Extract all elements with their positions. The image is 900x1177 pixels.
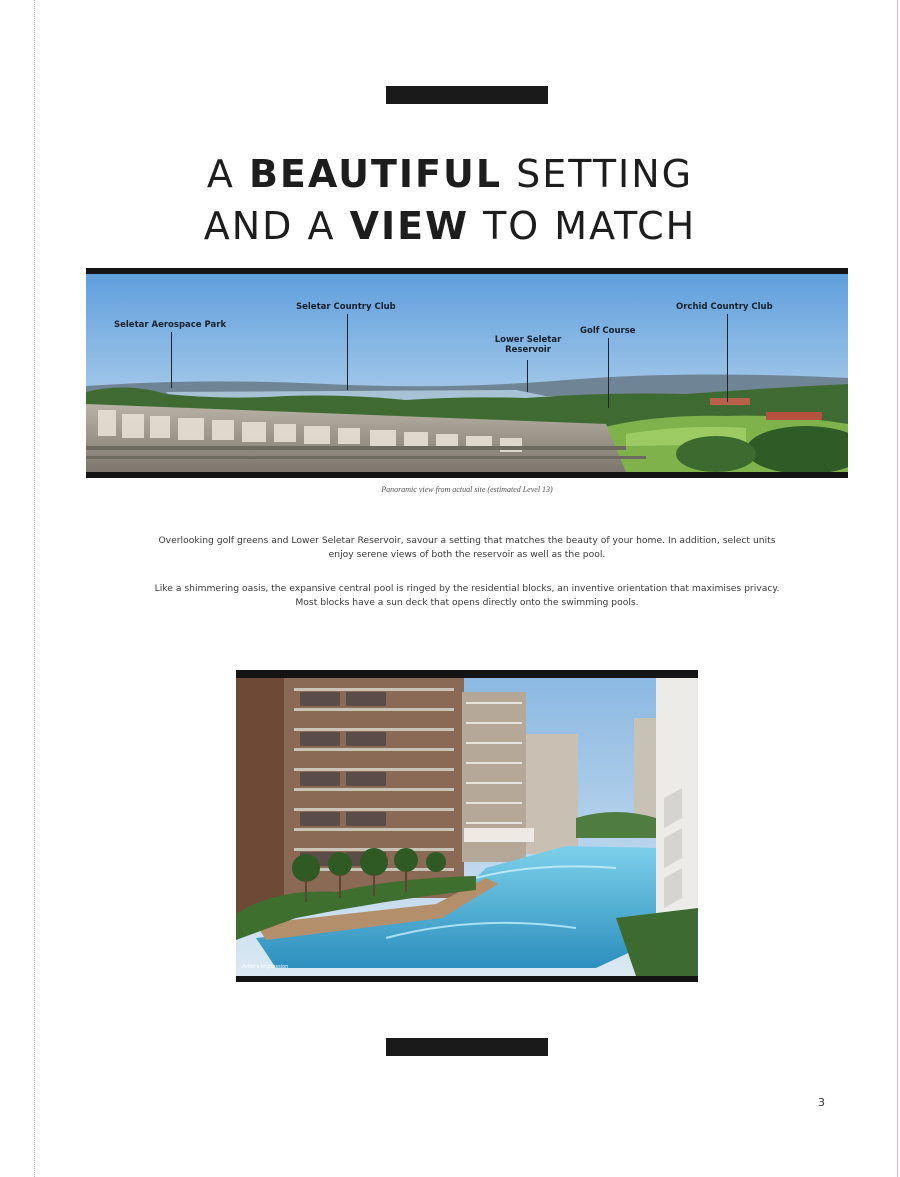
pointer-lower-seletar-reservoir	[527, 360, 528, 392]
pointer-seletar-aerospace-park	[171, 332, 172, 388]
label-golf-course: Golf Course	[580, 326, 636, 336]
left-margin-line	[34, 0, 35, 1177]
label-lower-seletar-reservoir: Lower Seletar Reservoir	[494, 335, 562, 355]
label-seletar-country-club: Seletar Country Club	[296, 302, 396, 312]
pool-render-image	[236, 670, 698, 982]
right-margin-line	[897, 0, 898, 1177]
pointer-seletar-country-club	[347, 314, 348, 390]
page-title	[40, 148, 860, 252]
title-emphasis-beautiful: BEAUTIFUL	[248, 152, 503, 196]
pool-illustration	[236, 678, 698, 976]
pointer-golf-course	[608, 338, 609, 408]
title-line-1: A BEAUTIFUL SETTING	[206, 152, 694, 196]
body-paragraph-1: Overlooking golf greens and Lower Seletar Reservoir, savour a setting that matches the beauty of your home. In addition, select units enjoy serene views of both the reservoir as well as the pool.	[158, 535, 776, 560]
label-seletar-aerospace-park: Seletar Aerospace Park	[114, 320, 227, 330]
title-emphasis-view: VIEW	[349, 204, 470, 248]
panorama-caption: Panoramic view from actual site (estimated Level 13)	[381, 485, 553, 494]
label-orchid-country-club: Orchid Country Club	[676, 302, 773, 312]
panoramic-photo	[86, 268, 848, 478]
body-paragraph-2: Like a shimmering oasis, the expansive central pool is ringed by the residential blocks, an inventive orientation that maximises privacy. Most blocks have a sun deck that opens directly onto the swimming pools.	[154, 583, 780, 608]
top-decorative-bar	[386, 86, 548, 104]
page-number: 3	[818, 1096, 825, 1109]
artists-impression-note: Artist's Impression	[242, 964, 289, 970]
title-line-2: AND A VIEW TO MATCH	[203, 204, 697, 248]
pointer-orchid-country-club	[727, 314, 728, 402]
bottom-decorative-bar	[386, 1038, 548, 1056]
